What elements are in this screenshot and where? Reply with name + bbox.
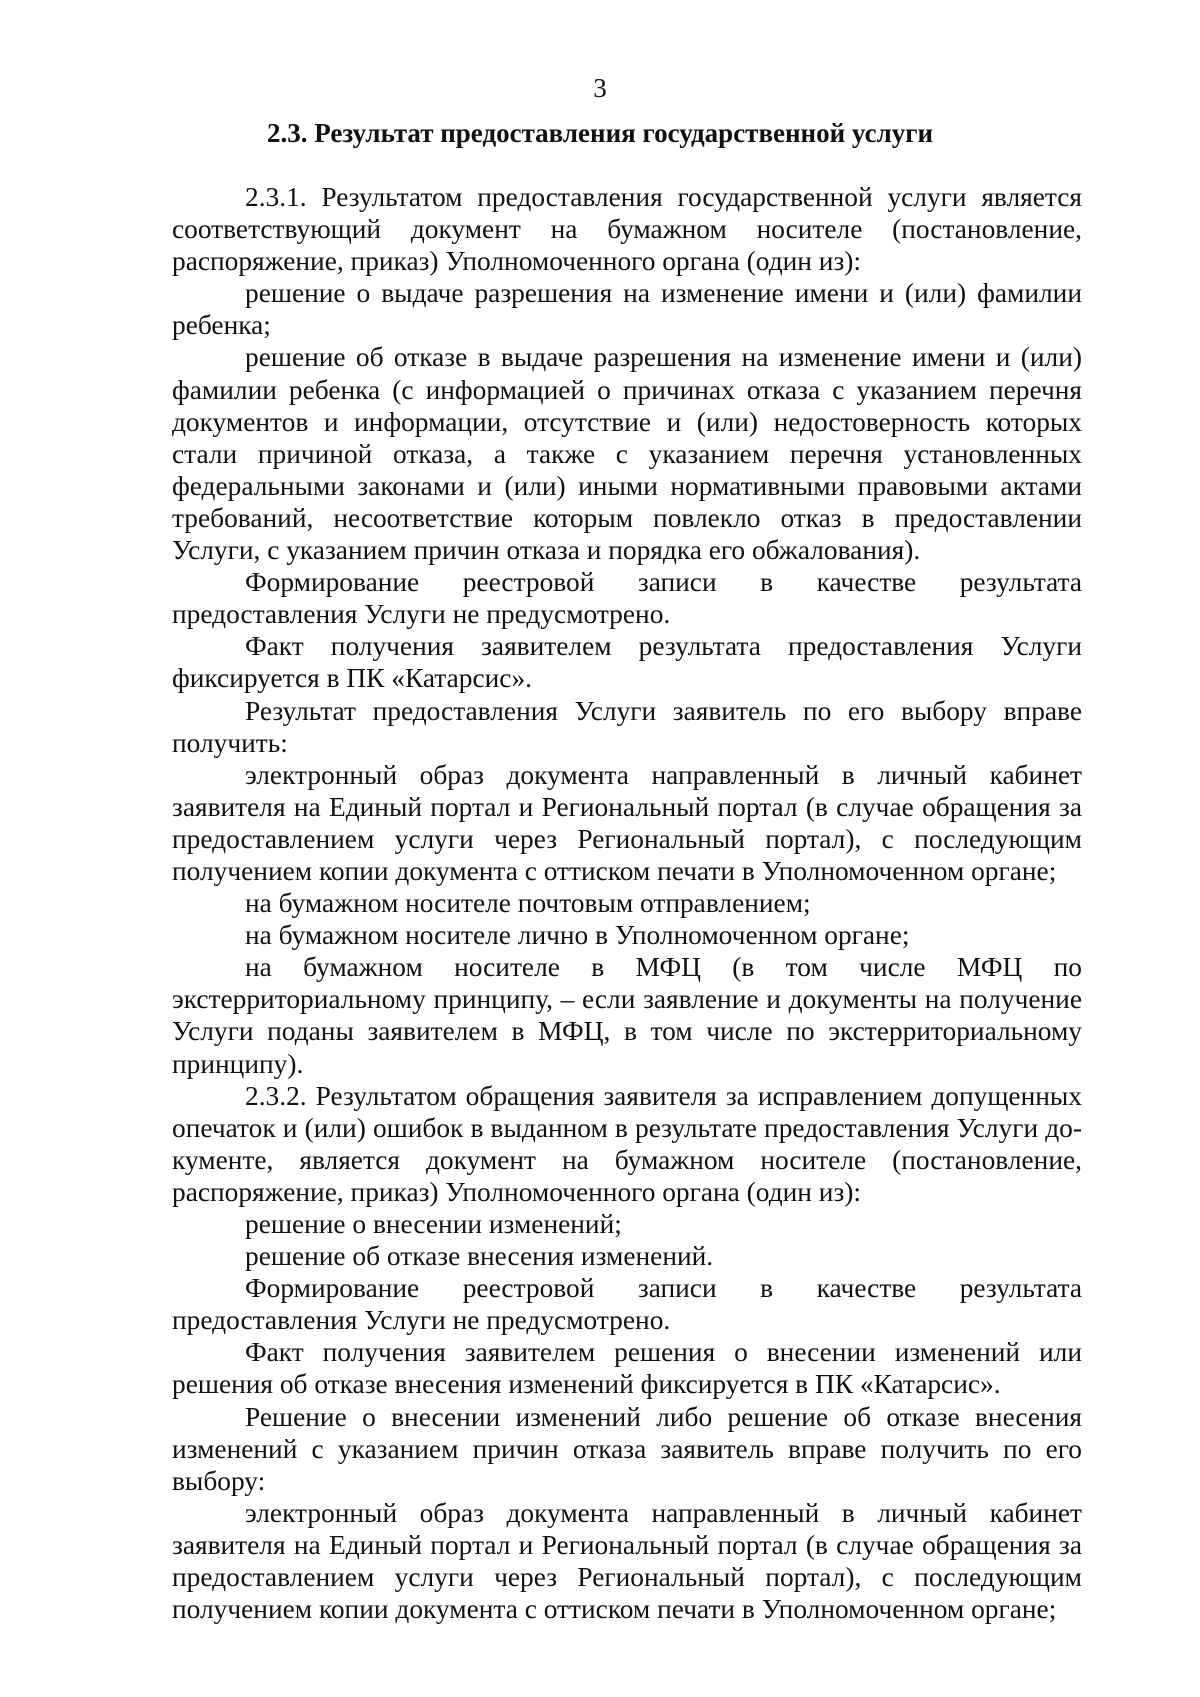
paragraph: Решение о внесении изменений либо решение об отказе внесения изменений с указанием причин отказа заявитель вправе получить по его выбору: [172, 1401, 1082, 1496]
paragraph: решение о выдаче разрешения на изменение имени и (или) фамилии ребенка; [172, 278, 1082, 341]
paragraph: Результат предоставления Услуги заявитель по его выбору вправе получить: [172, 695, 1082, 758]
paragraph: 2.3.2. Результатом обращения заявителя за исправлением допущенных опечаток и (или) ошибок в выданном в результате предоставления Услуги документе, является документ на бумажном носителе (постановление, распоряжение, приказ) Уполномоченного органа (один из): [172, 1080, 1082, 1207]
paragraph: Факт получения заявителем результата предоставления Услуги фиксируется в ПК «Катарсис». [172, 631, 1082, 694]
paragraph: на бумажном носителе почтовым отправлением; [245, 888, 811, 919]
paragraph: Формирование реестровой записи в качестве результата предоставления Услуги не предусмотрено. [172, 567, 1082, 630]
paragraph: 2.3.1. Результатом предоставления государственной услуги является соответствующий документ на бумажном носителе (постановление, распоряжение, приказ) Уполномоченного органа (один из): [172, 182, 1082, 277]
body-text [172, 181, 1082, 1625]
paragraph: на бумажном носителе лично в Уполномоченном органе; [245, 920, 910, 951]
paragraph: решение о внесении изменений; [245, 1209, 622, 1239]
paragraph: решение об отказе внесения изменений. [245, 1241, 714, 1272]
paragraph: электронный образ документа направленный в личный кабинет заявителя на Единый портал и Региональный портал (в случае обращения за предоставлением услуги через Региональный портал), с последующим получением копии документа с оттиском печати в Уполномоченном органе; [172, 759, 1082, 886]
paragraph: Формирование реестровой записи в качестве результата предоставления Услуги не предусмотрено. [172, 1273, 1082, 1336]
page-number: 3 [593, 73, 607, 103]
paragraph: решение об отказе в выдаче разрешения на изменение имени и (или) фамилии ребенка (с информацией о причинах отказа с указанием перечня документов и информации, отсутствие и (или) недостоверность которых стали причиной отказа, а также с указанием перечня установленных федеральными законами и (или) иными нормативными правовыми актами требований, несоответствие которым повлекло отказ в предоставлении Услуги, с указанием причин отказа и порядка его обжалования). [172, 342, 1082, 566]
section-heading: 2.3. Результат предоставления государственной услуги [266, 118, 934, 148]
paragraph: на бумажном носителе в МФЦ (в том числе МФЦ по экстерриториальному принципу, – если заявление и документы на получение Услуги поданы заявителем в МФЦ, в том числе по экстерриториальному принципу). [172, 952, 1082, 1079]
paragraph: электронный образ документа направленный в личный кабинет заявителя на Единый портал и Региональный портал (в случае обращения за предоставлением услуги через Региональный портал), с последующим получением копии документа с оттиском печати в Уполномоченном органе; [172, 1497, 1082, 1625]
paragraph: Факт получения заявителем решения о внесении изменений или решения об отказе внесения изменений фиксируется в ПК «Катарсис». [172, 1337, 1082, 1400]
